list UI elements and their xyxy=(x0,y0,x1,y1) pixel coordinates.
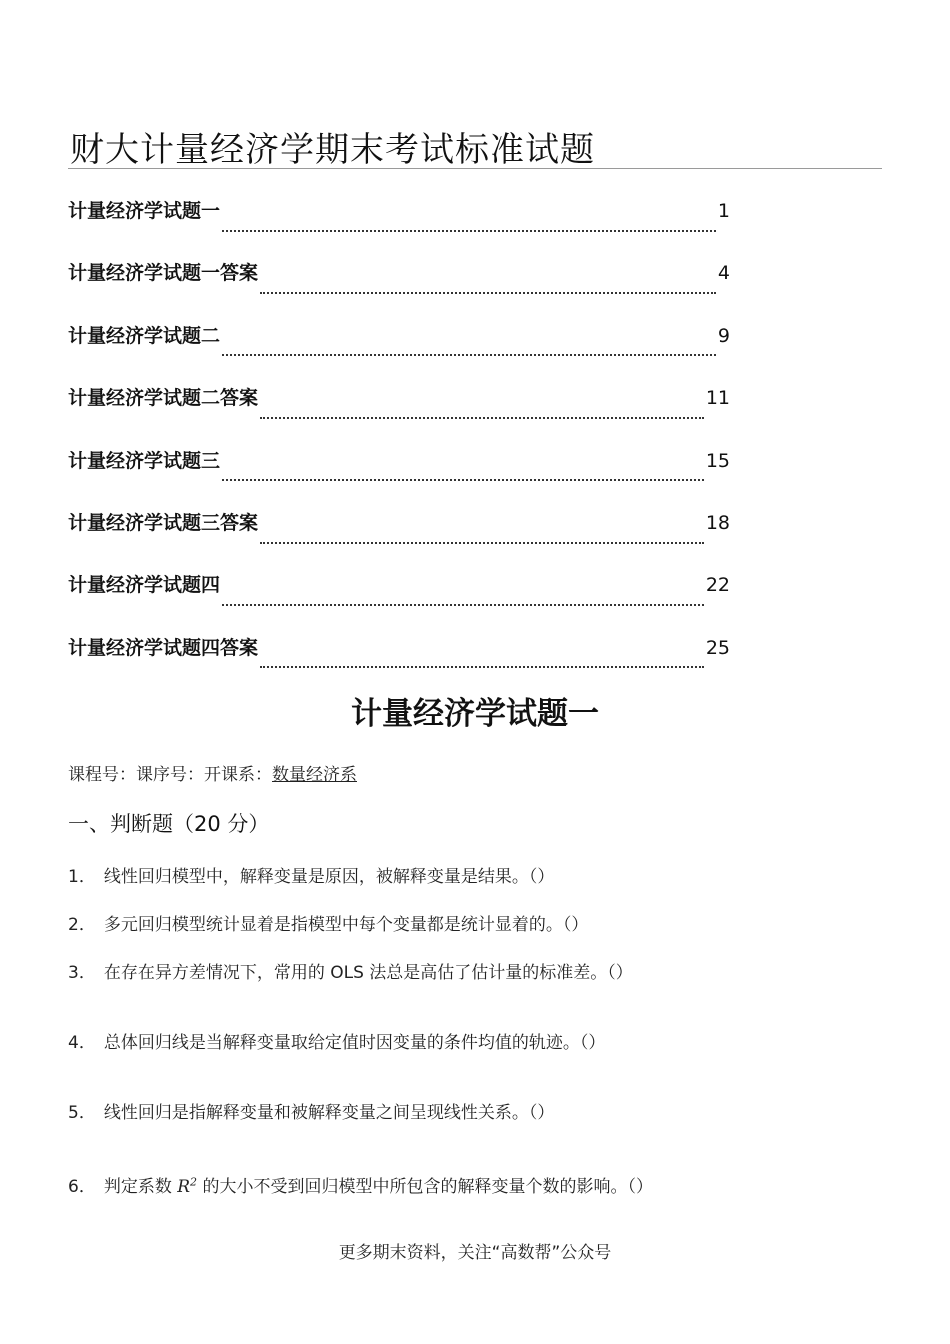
question-text: 线性回归模型中，解释变量是原因，被解释变量是结果。（） xyxy=(103,867,555,887)
toc-entry-label: 计量经济学试题二 xyxy=(68,324,221,347)
toc-entry[interactable] xyxy=(68,570,730,632)
question-number: 1． xyxy=(68,867,96,887)
footer-note: 更多期末资料，关注“高数帮”公众号 xyxy=(338,1243,612,1263)
toc-entry-label: 计量经济学试题一 xyxy=(68,200,221,222)
toc-leader-dots xyxy=(260,665,704,668)
document-title: 财大计量经济学期末考试标准试题 xyxy=(70,130,595,170)
course-info xyxy=(68,760,357,785)
toc-entry-label: 计量经济学试题三答案 xyxy=(68,511,259,534)
toc-entry-page: 4 xyxy=(717,262,730,285)
question-item xyxy=(68,862,554,887)
toc-entry-page: 1 xyxy=(717,200,730,222)
math-symbol: R xyxy=(177,1177,191,1197)
toc-entry-page: 22 xyxy=(705,574,730,597)
toc-entry[interactable] xyxy=(68,258,730,320)
toc-entry[interactable] xyxy=(68,383,730,445)
question-number: 6． xyxy=(68,1177,96,1197)
question-text-before: 判定系数 xyxy=(103,1177,172,1197)
question-item xyxy=(68,1172,653,1197)
question-number: 2． xyxy=(68,915,96,935)
question-item xyxy=(68,958,633,983)
question-number: 5． xyxy=(68,1103,96,1123)
math-r-squared xyxy=(177,1177,197,1197)
question-text-after: 的大小不受到回归模型中所包含的解释变量个数的影响。（） xyxy=(202,1177,653,1197)
part-heading: 一、判断题（20 分） xyxy=(68,812,270,836)
question-text: 在存在异方差情况下，常用的 OLS 法总是高估了估计量的标准差。（） xyxy=(103,963,633,983)
toc-entry-page: 25 xyxy=(705,636,730,659)
toc-entry-page: 18 xyxy=(705,511,730,534)
toc-leader-dots xyxy=(222,603,704,606)
toc-leader-dots xyxy=(260,541,704,544)
question-item xyxy=(68,1098,554,1123)
toc-entry-page: 11 xyxy=(705,387,730,410)
toc-entry[interactable] xyxy=(68,321,730,383)
table-of-contents xyxy=(68,196,730,695)
toc-leader-dots xyxy=(222,478,704,481)
toc-leader-dots xyxy=(260,416,704,419)
toc-entry[interactable] xyxy=(68,446,730,508)
department-name: 数量经济系 xyxy=(272,765,357,785)
section-title: 计量经济学试题一 xyxy=(351,696,599,732)
toc-entry-page: 15 xyxy=(705,449,730,472)
toc-entry-label: 计量经济学试题四 xyxy=(68,574,221,597)
toc-entry-label: 计量经济学试题二答案 xyxy=(68,387,259,410)
toc-entry-page: 9 xyxy=(717,324,730,347)
toc-entry[interactable] xyxy=(68,633,730,695)
toc-entry[interactable] xyxy=(68,196,730,258)
math-exponent: 2 xyxy=(190,1175,198,1189)
toc-leader-dots xyxy=(222,353,716,356)
title-divider xyxy=(68,168,882,169)
toc-entry[interactable] xyxy=(68,508,730,570)
question-number: 3． xyxy=(68,963,96,983)
question-item xyxy=(68,910,588,935)
toc-entry-label: 计量经济学试题三 xyxy=(68,449,221,472)
question-text: 线性回归是指解释变量和被解释变量之间呈现线性关系。（） xyxy=(103,1103,555,1123)
question-text: 多元回归模型统计显着是指模型中每个变量都是统计显着的。（） xyxy=(103,915,589,935)
toc-entry-label: 计量经济学试题一答案 xyxy=(68,262,259,285)
toc-leader-dots xyxy=(260,291,716,294)
question-item xyxy=(68,1028,605,1053)
question-text: 总体回归线是当解释变量取给定值时因变量的条件均值的轨迹。（） xyxy=(103,1033,606,1053)
course-info-prefix: 课程号：课序号：开课系： xyxy=(68,765,272,785)
question-number: 4． xyxy=(68,1033,96,1053)
toc-leader-dots xyxy=(222,229,716,232)
toc-entry-label: 计量经济学试题四答案 xyxy=(68,636,259,659)
